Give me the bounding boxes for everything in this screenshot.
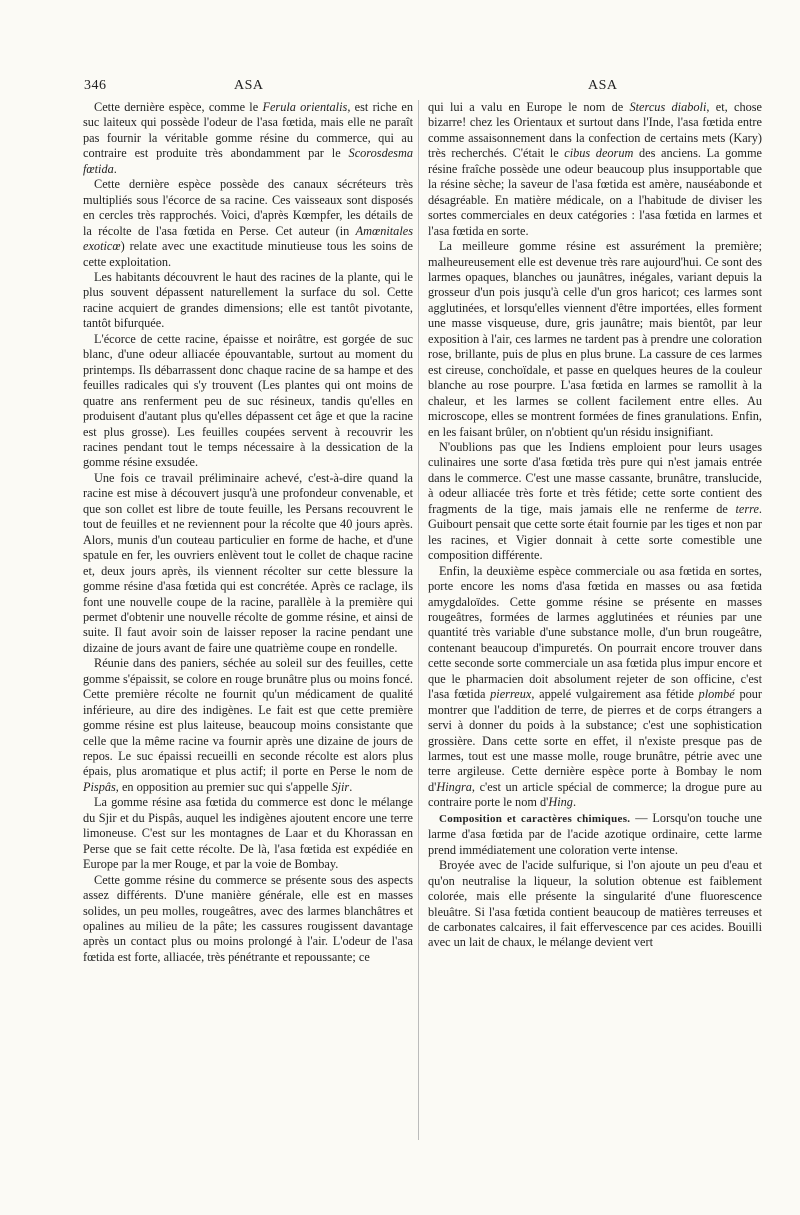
paragraph: La meilleure gomme résine est assurément la première; malheureusement elle est devenue très rare aujourd'hui. Ce sont des larmes opaques, blanches ou jaunâtres, inégales, variant depuis la grosseur d'un pois jusqu'à celle d'un gros haricot; ces larmes sont agglutinées, et lorsqu'elles viennent d'être importées, elles forment une masse visqueuse, dure, gris jaunâtre; mais bientôt, par leur exposition à l'air, ces larmes ne tardent pas à prendre une coloration rose, brillante, puis de plus en plus brune. La cassure de ces larmes est cireuse, conchoïdale, et passe en quelques heures de la couleur blanche au rose pourpre. L'asa fœtida en larmes se ramollit à la chaleur, et les larmes se collent facilement entre elles. Au microscope, elles se montrent formées de fines granulations. Enfin, en les faisant brûler, on n'obtient qu'un résidu insignifiant. bbox=[428, 239, 762, 439]
paragraph: Cette gomme résine du commerce se présente sous des aspects assez différents. D'une manière générale, elle est en masses solides, un peu molles, rougeâtres, avec des larmes blanchâtres et opalines au milieu de la pâte; les cassures rougissent davantage après un contact plus ou moins prolongé à l'air. L'odeur de l'asa fœtida est forte, alliacée, très pénétrante et repoussante; ce bbox=[83, 872, 413, 964]
paragraph: Les habitants découvrent le haut des racines de la plante, qui le plus souvent dépassent naturellement la surface du sol. Cette racine acquiert de grandes dimensions; elle est tantôt pivotante, tantôt bifurquée. bbox=[83, 269, 413, 331]
paragraph: N'oublions pas que les Indiens emploient pour leurs usages culinaires une sorte d'asa fœtida très pure qui n'est jamais entrée dans le commerce. C'est une masse cassante, brunâtre, translucide, à odeur alliacée très forte et très fétide; cette sorte contient des fragments de la tige, mais jamais elle ne renferme de terre. Guibourt pensait que cette sorte était fournie par les tiges et non par les racines, et Vigier donnait à cette sorte comestible une composition différente. bbox=[428, 439, 762, 563]
paragraph: qui lui a valu en Europe le nom de Stercus diaboli, et, chose bizarre! chez les Orientaux et surtout dans l'Inde, l'asa fœtida entre comme assaisonnement dans la confection de certains mets (Kary) très recherchés. C'était le cibus deorum des anciens. La gomme résine fraîche possède une odeur beaucoup plus insupportable que la résine sèche; la saveur de l'asa fœtida est amère, nauséabonde et désagréable. En matière médicale, on a l'habitude de diviser les sortes commerciales en deux catégories : l'asa fœtida en larmes et l'asa fœtida en sorte. bbox=[428, 100, 762, 238]
paragraph: Enfin, la deuxième espèce commerciale ou asa fœtida en sortes, porte encore les noms d'asa fœtida en masses ou asa fœtida amygdaloïdes. Cette gomme résine se présente en masses rougeâtres, formées de larmes agglutinées et réunies par une quantité très variable d'une substance molle, d'un brun rougeâtre, contenant beaucoup d'impuretés. On pourrait encore trouver dans cette seconde sorte commerciale un asa fœtida plus impur encore et que le pharmacien doit absolument rejeter de son officine, c'est l'asa fœtida pierreux, appelé vulgairement asa fétide plombé pour montrer que l'addition de terre, de pierres et de corps étrangers a servi à donner du poids à la substance; c'est une sophistication grossière. Dans cette sorte en effet, il n'existe presque pas de larmes, tout est une masse molle, rouge brunâtre, pétrie avec une terre argileuse. Cette dernière espèce porte à Bombay le nom d'Hingra, c'est un article spécial de commerce; la drogue pure au contraire porte le nom d'Hing. bbox=[428, 563, 762, 810]
section-heading: Composition et caractères chimiques. bbox=[439, 812, 631, 825]
paragraph: Broyée avec de l'acide sulfurique, si l'on ajoute un peu d'eau et qu'on neutralise la liqueur, la solution obtenue est faiblement colorée, mais elle présente la singularité d'une fluorescence bleuâtre. Si l'asa fœtida contient beaucoup de matières terreuses et de carbonates calcaires, il fait effervescence par ces acides. Bouilli avec un lait de chaux, le mélange devient vert bbox=[428, 858, 762, 950]
paragraph: L'écorce de cette racine, épaisse et noirâtre, est gorgée de suc blanc, d'une odeur alliacée épouvantable, surtout au moment du printemps. Ils débarrassent donc chaque racine de sa hampe et des feuilles radicales qui s'y trouvent (Les plantes qui ont moins de quatre ans renferment peu de suc résineux, tandis qu'elles en produisent d'autant plus qu'elles dépassent cet âge et que la racine est plus grosse). Les feuilles coupées servent à recouvrir les racines pendant tout le temps nécessaire à la dessication de la gomme résine exsudée. bbox=[83, 331, 413, 470]
running-head-right: ASA bbox=[588, 78, 618, 93]
paragraph: Composition et caractères chimiques. — Lorsqu'on touche une larme d'asa fœtida par de l'acide azotique ordinaire, cette larme prend immédiatement une coloration verte intense. bbox=[428, 810, 762, 857]
paragraph: La gomme résine asa fœtida du commerce est donc le mélange du Sjir et du Pispâs, auquel les indigènes ajoutent encore une terre limoneuse. C'est sur les montagnes de Laar et du Khorassan en Perse que se fait cette récolte. De là, l'asa fœtida est expédiée en Europe par la mer Rouge, et par la voie de Bombay. bbox=[83, 795, 413, 872]
paragraph: Réunie dans des paniers, séchée au soleil sur des feuilles, cette gomme s'épaissit, se colore en rouge brunâtre plus ou moins foncé. Cette première récolte ne fournit qu'un médicament de qualité inférieure, au dire des indigènes. Le fait est que cette première gomme résine est plus laiteuse, beaucoup moins consistante que celle que la même racine va fournir après une dizaine de jours de repos. Le suc épaissi recueilli en seconde récolte est alors plus épais, plus aromatique et plus actif; il porte en Perse le nom de Pispâs, en opposition au premier suc qui s'appelle Sjir. bbox=[83, 656, 413, 794]
left-column bbox=[83, 100, 413, 965]
running-head-left: ASA bbox=[234, 78, 264, 93]
paragraph: Une fois ce travail préliminaire achevé, c'est-à-dire quand la racine est mise à découvert jusqu'à une profondeur convenable, et que son collet est libre de toute feuille, les Persans recouvrent le tout de feuilles et ne reviennent pour la récolte que 40 jours après. Alors, munis d'un couteau particulier en forme de hache, et d'une spatule en fer, les ouvriers enlèvent tout le collet de chaque racine et, deux jours après, ils viennent récolter sur cette blessure la gomme résine d'asa fœtida qui est concrétée. Après ce raclage, ils font une nouvelle coupe de la racine, parallèle à la première qui permet d'obtenir une nouvelle récolte de gomme résine, et ainsi de suite. Il faut avoir soin de laisser reposer la racine pendant une dizaine de jours avant de faire une quatrième coupe en rondelle. bbox=[83, 470, 413, 655]
page-header bbox=[84, 78, 760, 98]
right-column bbox=[428, 100, 762, 951]
page-number: 346 bbox=[84, 78, 107, 93]
paragraph: Cette dernière espèce, comme le Ferula orientalis, est riche en suc laiteux qui possède l'odeur de l'asa fœtida, mais elle ne paraît pas fournir la véritable gomme résine du commerce, qui au contraire est produite très abondamment par le Scorosdesma fœtida. bbox=[83, 100, 414, 176]
column-divider bbox=[418, 100, 419, 1140]
paragraph: Cette dernière espèce possède des canaux sécréteurs très multipliés sous l'écorce de sa racine. Ces vaisseaux sont disposés en cercles très rapprochés. Voici, d'après Kœmpfer, les détails de la récolte de l'asa fœtida en Perse. Cet auteur (in Amœnitales exoticœ) relate avec une exactitude minutieuse tous les soins de cette exploitation. bbox=[83, 177, 413, 269]
